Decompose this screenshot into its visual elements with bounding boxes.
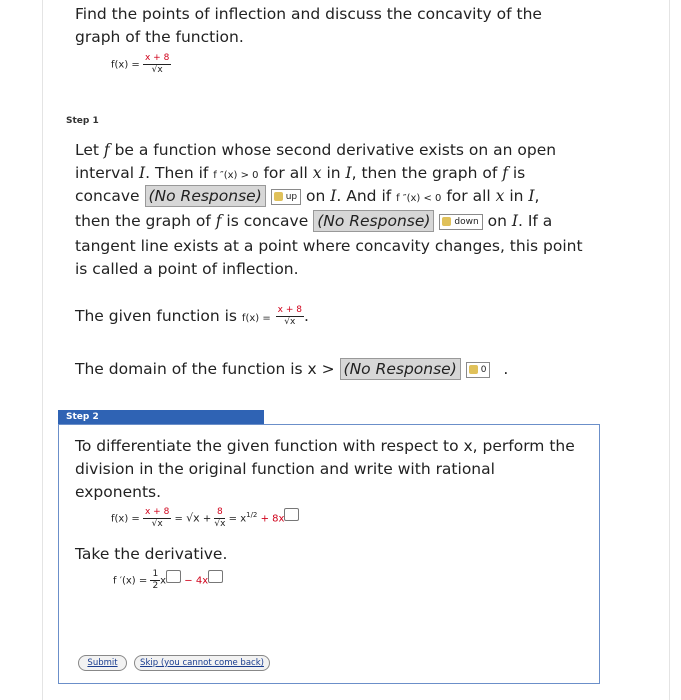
derivative-equation: f ′(x) = $\frac{1}{2}$ x − 4x — [113, 570, 223, 591]
domain-line: The domain of the function is x > (No Response) 0 . — [75, 360, 509, 378]
key-icon — [469, 365, 478, 374]
problem-function — [111, 54, 171, 75]
given-fraction: $\frac{x + 8}{√x}$ — [277, 305, 302, 327]
response-field-1[interactable]: (No Response) — [145, 185, 266, 207]
given-function-line: The given function is f(x) = $\frac{x + 8}{√x}$ . — [75, 305, 309, 327]
fraction-numerator: x + 8 — [145, 53, 170, 63]
step2-label: Step 2 — [58, 410, 264, 424]
step1-line5: tangent line exists at a point where concavity changes, this point — [75, 237, 583, 255]
step1-line2: interval I. Then if f ″(x) > 0 for all x in I, then the graph of f is — [75, 164, 526, 182]
problem-line1: Find the points of inflection and discuss the concavity of the — [75, 5, 542, 23]
step1-line3: concave (No Response) up on I. And if f ″(x) < 0 for all x in I, — [75, 187, 540, 205]
step2-line2: division in the original function and write with rational — [75, 460, 495, 478]
step1-line4: then the graph of f is concave (No Response) down on I. If a — [75, 212, 553, 230]
key-icon — [274, 192, 283, 201]
problem-line2: graph of the function. — [75, 28, 244, 46]
submit-button[interactable]: Submit — [78, 655, 127, 671]
take-derivative-text: Take the derivative. — [75, 545, 228, 563]
exponent-input[interactable] — [284, 508, 299, 521]
key-icon — [442, 217, 451, 226]
fraction — [143, 54, 171, 75]
derivative-exponent-input-1[interactable] — [166, 570, 181, 583]
answer-chip-up: up — [271, 189, 301, 205]
response-field-3[interactable]: (No Response) — [340, 358, 461, 380]
derivative-exponent-input-2[interactable] — [208, 570, 223, 583]
response-field-2[interactable]: (No Response) — [313, 210, 434, 232]
step2-line1: To differentiate the given function with respect to x, perform the — [75, 437, 575, 455]
step2-equation: f(x) = $\frac{x + 8}{√x}$ = √x + $\frac{8}{√x}$ = $x^{1/2} + 8x$ — [111, 508, 299, 529]
answer-chip-down: down — [439, 214, 482, 230]
step1-label: Step 1 — [66, 116, 99, 126]
fx-label: f(x) = — [111, 59, 140, 71]
step2-line3: exponents. — [75, 483, 162, 501]
step1-line6: is called a point of inflection. — [75, 260, 299, 278]
skip-button[interactable]: Skip (you cannot come back) — [134, 655, 270, 671]
answer-chip-zero: 0 — [466, 362, 491, 378]
step1-line1: Let f be a function whose second derivative exists on an open — [75, 141, 557, 159]
fraction-denominator: √x — [151, 65, 163, 75]
